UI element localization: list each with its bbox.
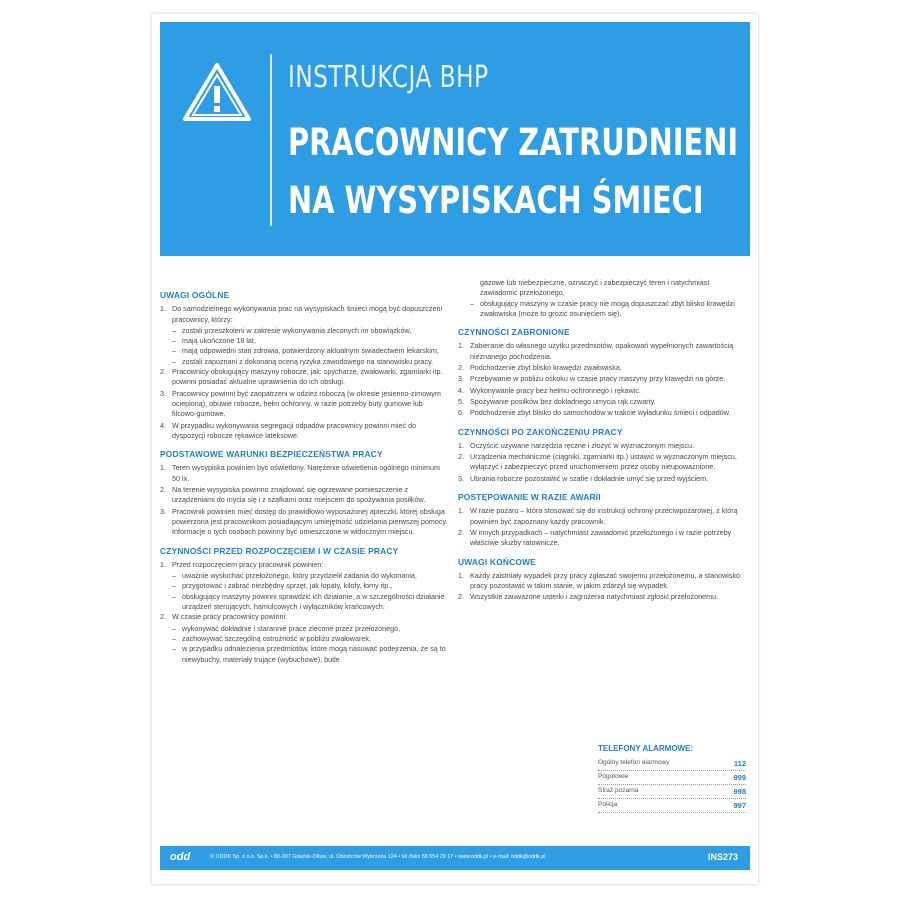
list-subitem: – obsługujący maszyny powinni sprawdzić ich działanie, a w szczególności działanie urządzeń sterujących, hamulcowych i wyłączników krańcowych. xyxy=(172,591,445,612)
footer-text: © ODDK Sp. z o.o. Sp.k. • 80-307 Gdańsk-Oliwa, ul. Obrońców Wybrzeża 124 • tel./faks 58 554 29 17 • www.oddk.pl • e-mail: oddk@oddk.pl xyxy=(210,854,546,860)
header-title xyxy=(288,114,738,230)
list-subitem: – wykonywać dokładnie i starannie prace zlecone przez przełożonego, xyxy=(172,623,401,633)
list-subitem: gazowe lub niebezpieczne, oznaczyć i zabezpieczyć teren i natychmiast zawiadomić przełożonego, xyxy=(480,278,710,298)
warning-triangle-icon xyxy=(182,62,252,122)
emergency-phones xyxy=(598,744,746,813)
list-subitem: – mają odpowiedni stan zdrowia, potwierdzony aktualnym świadectwem lekarskim, xyxy=(172,346,439,356)
header-divider xyxy=(270,54,272,226)
title-line-2: NA WYSYPISKACH ŚMIECI xyxy=(288,179,704,222)
document-code: INS273 xyxy=(707,852,738,862)
section-title: CZYNNOŚCI PO ZAKOŃCZENIU PRACY xyxy=(458,426,623,437)
list-subitem: – obsługujący maszyny w czasie pracy nie mogą dopuszczać zbyt blisko krawędzi zwałowiska (może to grozić osunięciem się). xyxy=(470,298,735,318)
title-line-1: PRACOWNICY ZATRUDNIENI xyxy=(288,121,739,164)
section-title: CZYNNOŚCI PRZED ROZPOCZĘCIEM I W CZASIE PRACY xyxy=(160,545,399,556)
list-item: 6. Podchodzenie zbyt blisko do samochodów w trakcie wyładunku śmieci i odpadów. xyxy=(458,408,731,418)
list-item: 2. Pracownicy obsługujący maszyny robocze, jak: spycharze, zwałowarki, zgarniarki itp. powinni posiadać aktualne uprawnienia do ich obsługi. xyxy=(160,367,443,387)
list-item: 3. Pracownik powinien mieć dostęp do prawidłowo wyposażonej apteczki, której obsługa powierzona jest pracownikom posiadającym umiejętność udzielania pierwszej pomocy. Informacje o tych osobach powinny być umieszczone w widocznym miejscu. xyxy=(160,506,448,537)
header-banner xyxy=(160,22,750,256)
list-item: 4. W przypadku wykonywania segregacji odpadów pracownicy powinni mieć do dyspozycji robocze rękawice lateksowe. xyxy=(160,420,417,440)
list-item: 1. Do samodzielnego wykonywania prac na wysypiskach śmieci mogą być dopuszczeni pracownicy, którzy: xyxy=(160,304,443,324)
phone-row: Policja 997 xyxy=(598,799,746,813)
list-item: 3. Pracownicy powinni być zaopatrzeni w odzież roboczą (w okresie jesienno-zimowym ocieploną), obuwie robocze, hełm ochronny, w razie potrzeby buty gumowe lub filcowo-gumowe. xyxy=(160,388,441,419)
header-kicker: INSTRUKCJA BHP xyxy=(288,60,489,95)
right-column xyxy=(458,278,748,604)
list-item: 2. Wszystkie zauważone usterki i zagrożenia natychmiast zgłosić przełożonemu. xyxy=(458,592,719,602)
list-item: 5. Spożywanie posiłków bez dokładnego umycia rąk czwarty. xyxy=(458,396,656,406)
list-subitem: – zostali zapoznani z dokonaną oceną ryzyka zawodowego na stanowisku pracy. xyxy=(172,356,434,366)
section-title: CZYNNOŚCI ZABRONIONE xyxy=(458,327,570,338)
phones-title: TELEFONY ALARMOWE: xyxy=(598,744,694,753)
section-title: PODSTAWOWE WARUNKI BEZPIECZEŃSTWA PRACY xyxy=(160,449,383,460)
list-item: 1. Przed rozpoczęciem pracy pracownik powinien: xyxy=(160,559,324,569)
section-title: UWAGI OGÓLNE xyxy=(160,290,230,300)
phone-row: Pogotowie 999 xyxy=(598,771,746,785)
list-subitem: – mają ukończone 18 lat, xyxy=(172,336,256,346)
section-title: UWAGI KOŃCOWE xyxy=(458,556,536,567)
phone-row: Straż pożarna 998 xyxy=(598,785,746,799)
list-item: 3. Ubrania robocze pozostawić w szafie i dokładnie umyć się przed wyjściem. xyxy=(458,473,709,483)
list-item: 2. Podchodzenie zbyt blisko krawędzi zwałowiska. xyxy=(458,363,622,373)
section-title: POSTĘPOWANIE W RAZIE AWARII xyxy=(458,492,601,503)
list-subitem: – uważnie wysłuchać przełożonego, który przydzielił zadania do wykonania, xyxy=(172,571,417,581)
list-subitem: – zachowywać szczególną ostrożność w pobliżu zwałowarek, xyxy=(172,633,371,643)
list-item: 1. Zabieranie do własnego użytku przedmiotów, opakowań wypełnionych zawartością nieznanego pochodzenia. xyxy=(458,341,734,361)
list-item: 1. Teren wysypiska powinien być oświetlony. Natężenie oświetlenia ogólnego minimum 50 lx. xyxy=(160,463,440,483)
footer-bar xyxy=(160,846,750,870)
list-item: 1. W razie pożaru – która stosować się do instrukcji ochrony przeciwpożarowej, z którą powinien być zapoznany każdy pracownik. xyxy=(458,506,738,526)
publisher-logo: odd xyxy=(170,851,191,863)
list-item: 4. Wykonywanie pracy bez hełmu ochronnego i rękawic. xyxy=(458,385,641,395)
list-item: 2. W czasie pracy pracownicy powinni: xyxy=(160,612,288,622)
list-item: 2. Urządzenia mechaniczne (ciągniki, zgarniarki itp.) ustawić w wyznaczonym miejscu, wyłączyć i zabezpieczyć przed uruchomieniem przez osoby nieupoważnione. xyxy=(458,452,737,472)
list-item: 2. W innych przypadkach – natychmiast zawiadomić przełożonego i w razie potrzeby właściwe służby ratownicze. xyxy=(458,527,732,548)
list-subitem: – przygotować i zabrać niezbędny sprzęt, jak łopaty, kilofy, łomy itp., xyxy=(172,581,393,591)
list-item: 1. Każdy zaistniały wypadek przy pracy zgłaszać swojemu przełożonemu, a stanowisko pracy pozostawić w takim stanie, w jakim zdarzył się wypadek. xyxy=(458,570,741,591)
list-item: 3. Przebywanie w pobliżu ośkoku w czasie pracy maszyny przy krawędzi na górze. xyxy=(458,374,726,384)
list-item: 1. Oczyścić używane narzędzia ręczne i złożyć w wyznaczonym miejscu. xyxy=(458,440,695,450)
list-item: 2. Na terenie wysypiska powinno znajdować się ogrzewane pomieszczenie z urządzeniami do mycia się i z szafkami oraz miejscem do spożywania posiłków. xyxy=(160,485,426,505)
instruction-sheet xyxy=(152,14,758,884)
left-column xyxy=(160,282,448,665)
phone-row: Ogólny telefon alarmowy 112 xyxy=(598,757,746,771)
list-subitem: – zostali przeszkoleni w zakresie wykonywania zleconych im obowiązków, xyxy=(172,325,412,335)
list-subitem: – w przypadku odnalezienia przedmiotów, które mogą nasuwać podejrzenia, że są to niewybuchy, materiały trujące (wybuchowe), butle xyxy=(172,644,446,664)
